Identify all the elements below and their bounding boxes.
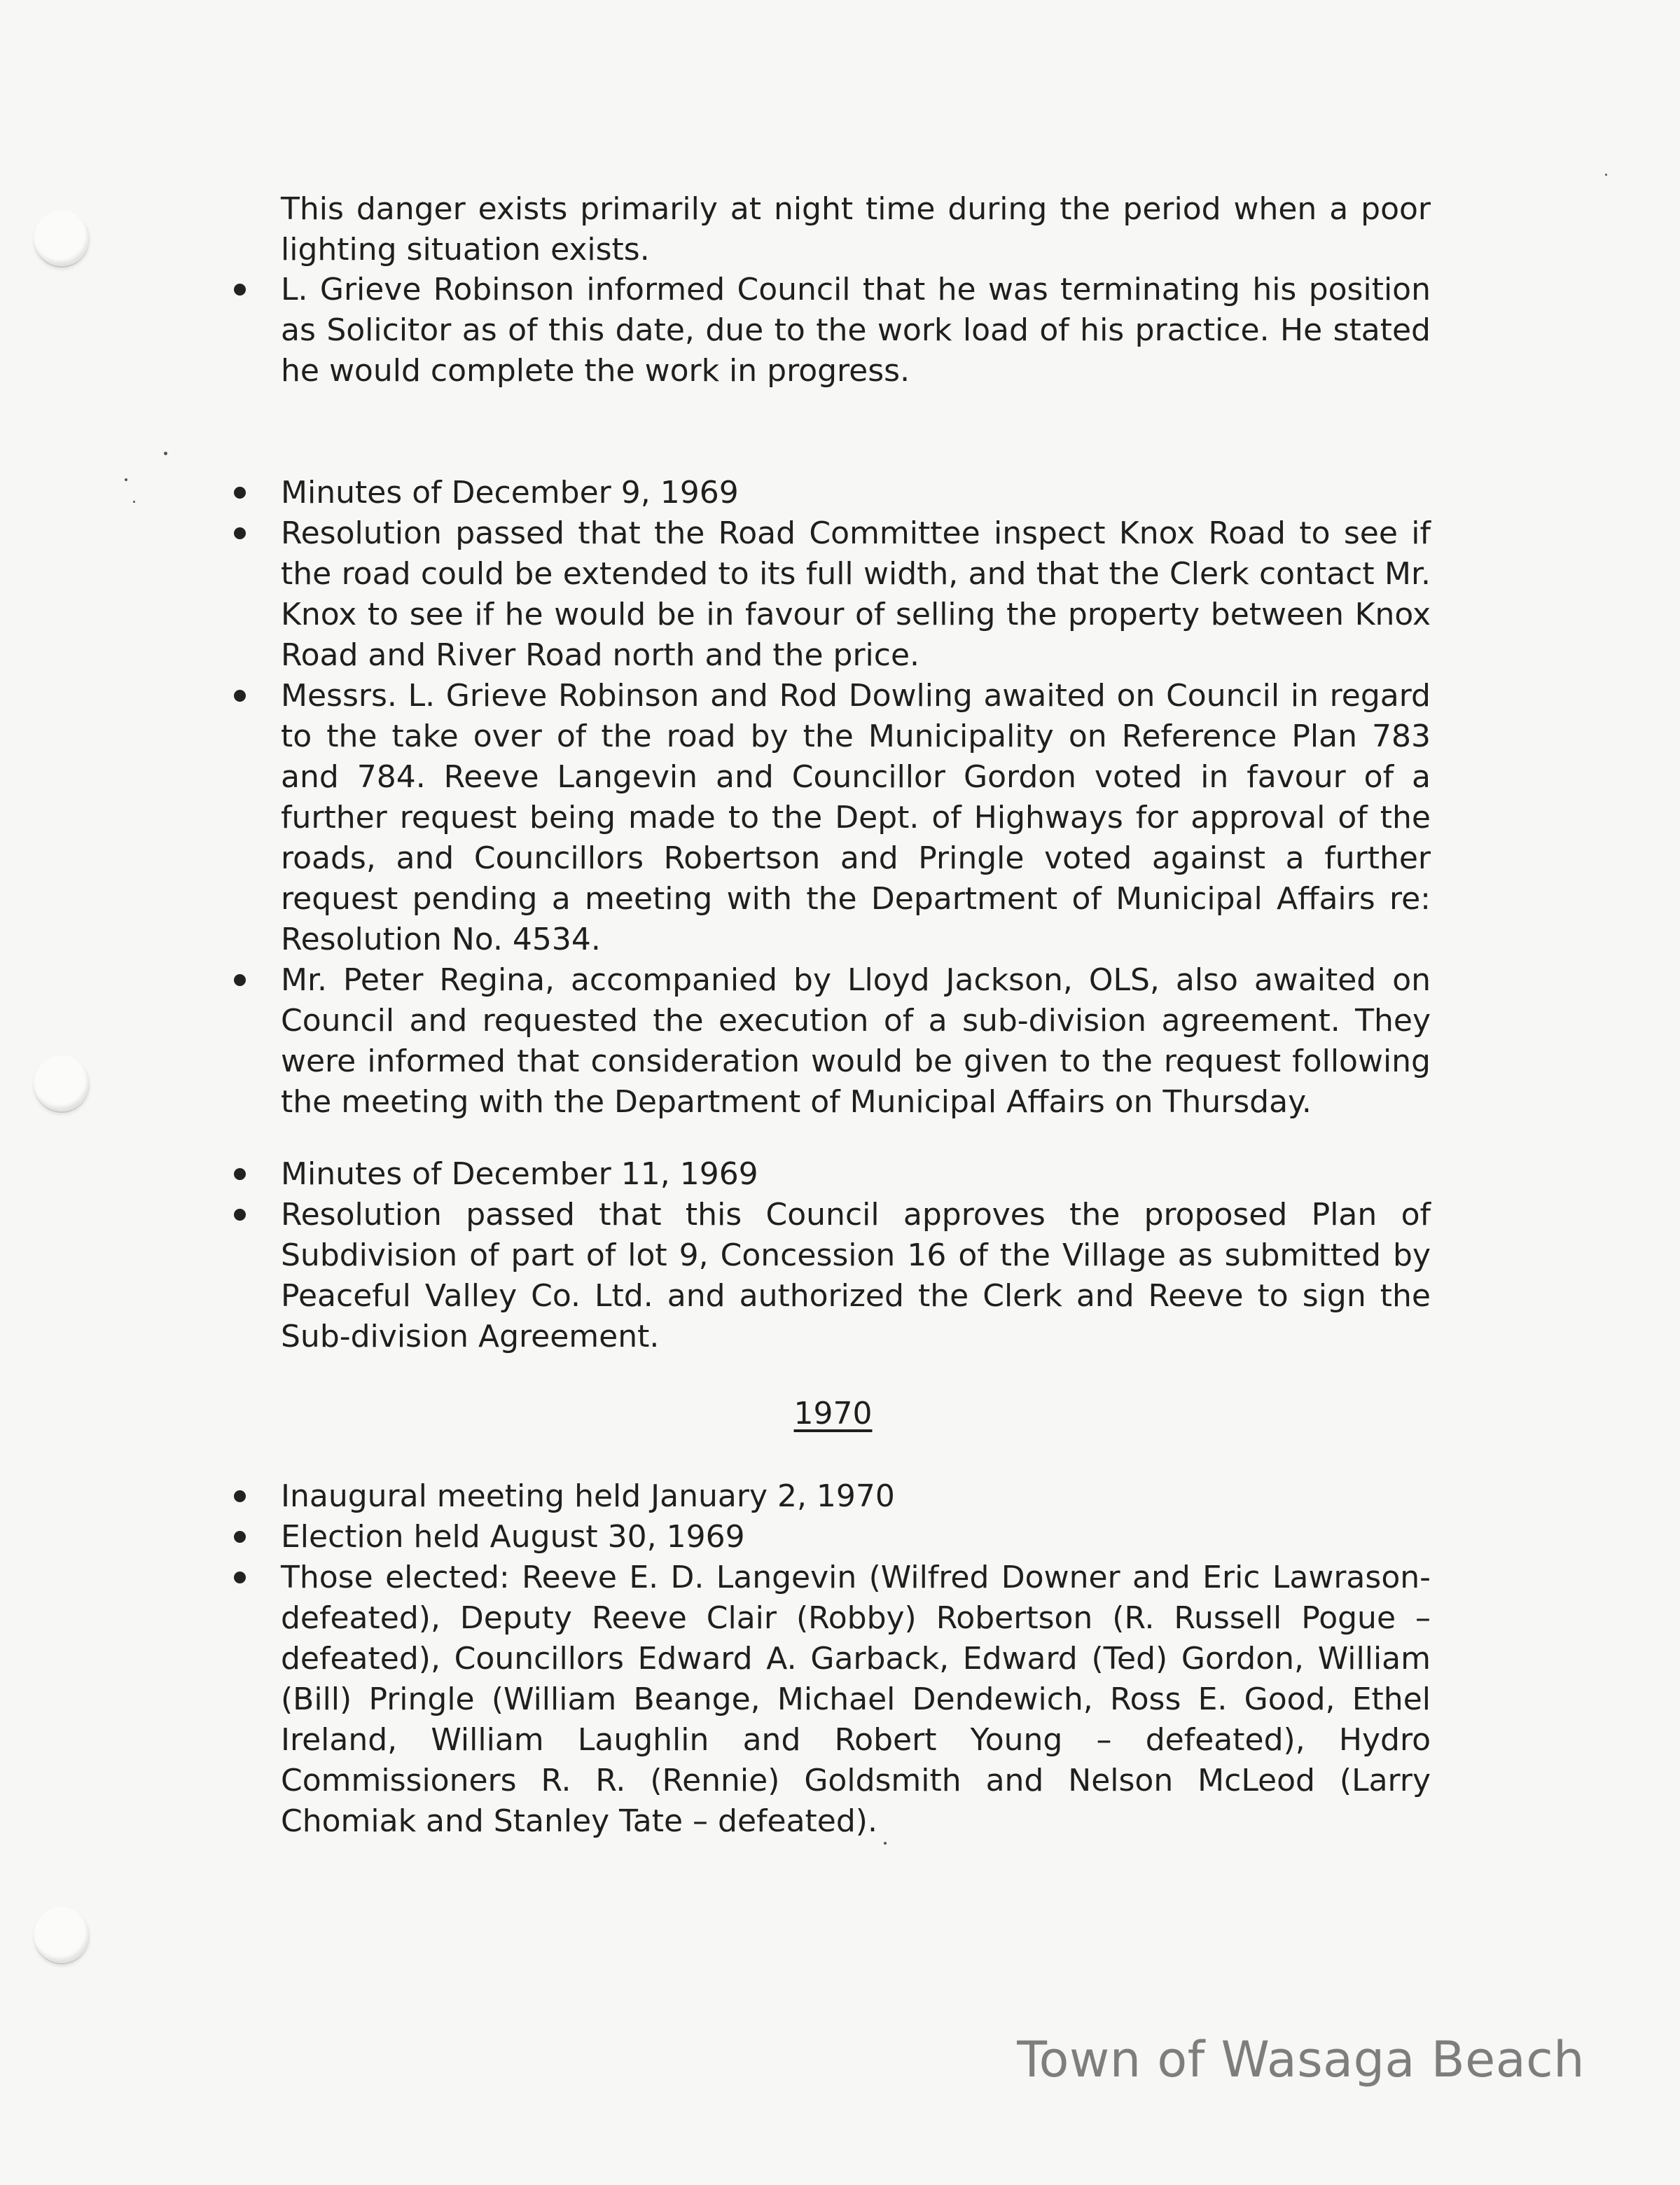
bullet-icon bbox=[234, 1572, 246, 1583]
list-item bbox=[231, 1517, 1431, 1558]
bullet-icon bbox=[234, 1531, 246, 1543]
list-item bbox=[231, 473, 1431, 513]
bullet-icon bbox=[234, 974, 246, 986]
list-item-text: Resolution passed that the Road Committee inspect Knox Road to see if the road could be extended to its full width, and that the Clerk contact Mr. Knox to see if he would be in favour of selling the property between Knox Road and River Road north and the price. bbox=[281, 515, 1431, 673]
list-item-text: Inaugural meeting held January 2, 1970 bbox=[281, 1478, 895, 1514]
list-item bbox=[231, 676, 1431, 960]
list-item bbox=[231, 1558, 1431, 1842]
list-item-text: Messrs. L. Grieve Robinson and Rod Dowling awaited on Council in regard to the take over of the road by the Municipality on Reference Plan 783 and 784. Reeve Langevin and Councillor Gordon voted in favour of a further request being made to the Dept. of Highways for approval of the roads, and Councillors Robertson and Pringle voted against a further request pending a meeting with the Department of Municipal Affairs re: Resolution No. 4534. bbox=[281, 678, 1431, 957]
bullet-icon bbox=[234, 690, 246, 702]
bullet-icon bbox=[234, 1168, 246, 1180]
bullet-list-1970 bbox=[231, 1476, 1431, 1842]
list-item bbox=[231, 1195, 1431, 1357]
list-item bbox=[231, 1154, 1431, 1195]
bullet-list-dec-11 bbox=[231, 1154, 1431, 1357]
bullet-icon bbox=[234, 527, 246, 539]
scan-speck bbox=[884, 1842, 887, 1845]
list-item-text: Minutes of December 9, 1969 bbox=[281, 475, 739, 511]
punch-hole bbox=[34, 1907, 90, 1964]
bullet-icon bbox=[234, 284, 246, 296]
scan-speck bbox=[164, 452, 167, 455]
list-item-text: Those elected: Reeve E. D. Langevin (Wilfred Downer and Eric Lawrason-defeated), Deputy Reeve Clair (Robby) Robertson (R. Russell Pogue – defeated), Councillors Edward A. Garback, Edward (Ted) Gordon, William (Bill) Pringle (William Beange, Michael Dendewich, Ross E. Good, Ethel Ireland, William Laughlin and Robert Young – defeated), Hydro Commissioners R. R. (Rennie) Goldsmith and Nelson McLeod (Larry Chomiak and Stanley Tate – defeated). bbox=[281, 1560, 1431, 1839]
year-heading-text: 1970 bbox=[793, 1396, 873, 1431]
bullet-list-dec-9 bbox=[231, 473, 1431, 1123]
bullet-list-solicitor bbox=[231, 270, 1431, 391]
bullet-icon bbox=[234, 1490, 246, 1502]
punch-hole bbox=[34, 1055, 90, 1113]
list-item-text: Mr. Peter Regina, accompanied by Lloyd Jackson, OLS, also awaited on Council and requested the execution of a sub-division agreement. They were informed that consideration would be given to the request following the meeting with the Department of Municipal Affairs on Thursday. bbox=[281, 962, 1431, 1120]
scan-speck bbox=[133, 501, 135, 503]
list-item-text: Minutes of December 11, 1969 bbox=[281, 1156, 758, 1192]
scan-speck bbox=[1605, 174, 1607, 176]
punch-hole bbox=[34, 210, 90, 268]
list-item-text: Election held August 30, 1969 bbox=[281, 1519, 745, 1555]
list-item-text: L. Grieve Robinson informed Council that he was terminating his position as Solicitor as of this date, due to the work load of his practice. He stated he would complete the work in progress. bbox=[281, 272, 1431, 389]
list-item bbox=[231, 1476, 1431, 1517]
list-item-text: Resolution passed that this Council approves the proposed Plan of Subdivision of part of lot 9, Concession 16 of the Village as submitted by Peaceful Valley Co. Ltd. and authorized the Clerk and Reeve to sign the Sub-division Agreement. bbox=[281, 1197, 1431, 1354]
bullet-icon bbox=[234, 487, 246, 499]
list-item bbox=[231, 270, 1431, 391]
bullet-icon bbox=[234, 1209, 246, 1221]
intro-paragraph: This danger exists primarily at night time during the period when a poor lighting situation exists. bbox=[281, 191, 1431, 268]
list-item bbox=[231, 513, 1431, 676]
scan-speck bbox=[125, 478, 127, 481]
year-heading bbox=[0, 1394, 1680, 1434]
watermark: Town of Wasaga Beach bbox=[1017, 2031, 1585, 2088]
list-item bbox=[231, 960, 1431, 1123]
